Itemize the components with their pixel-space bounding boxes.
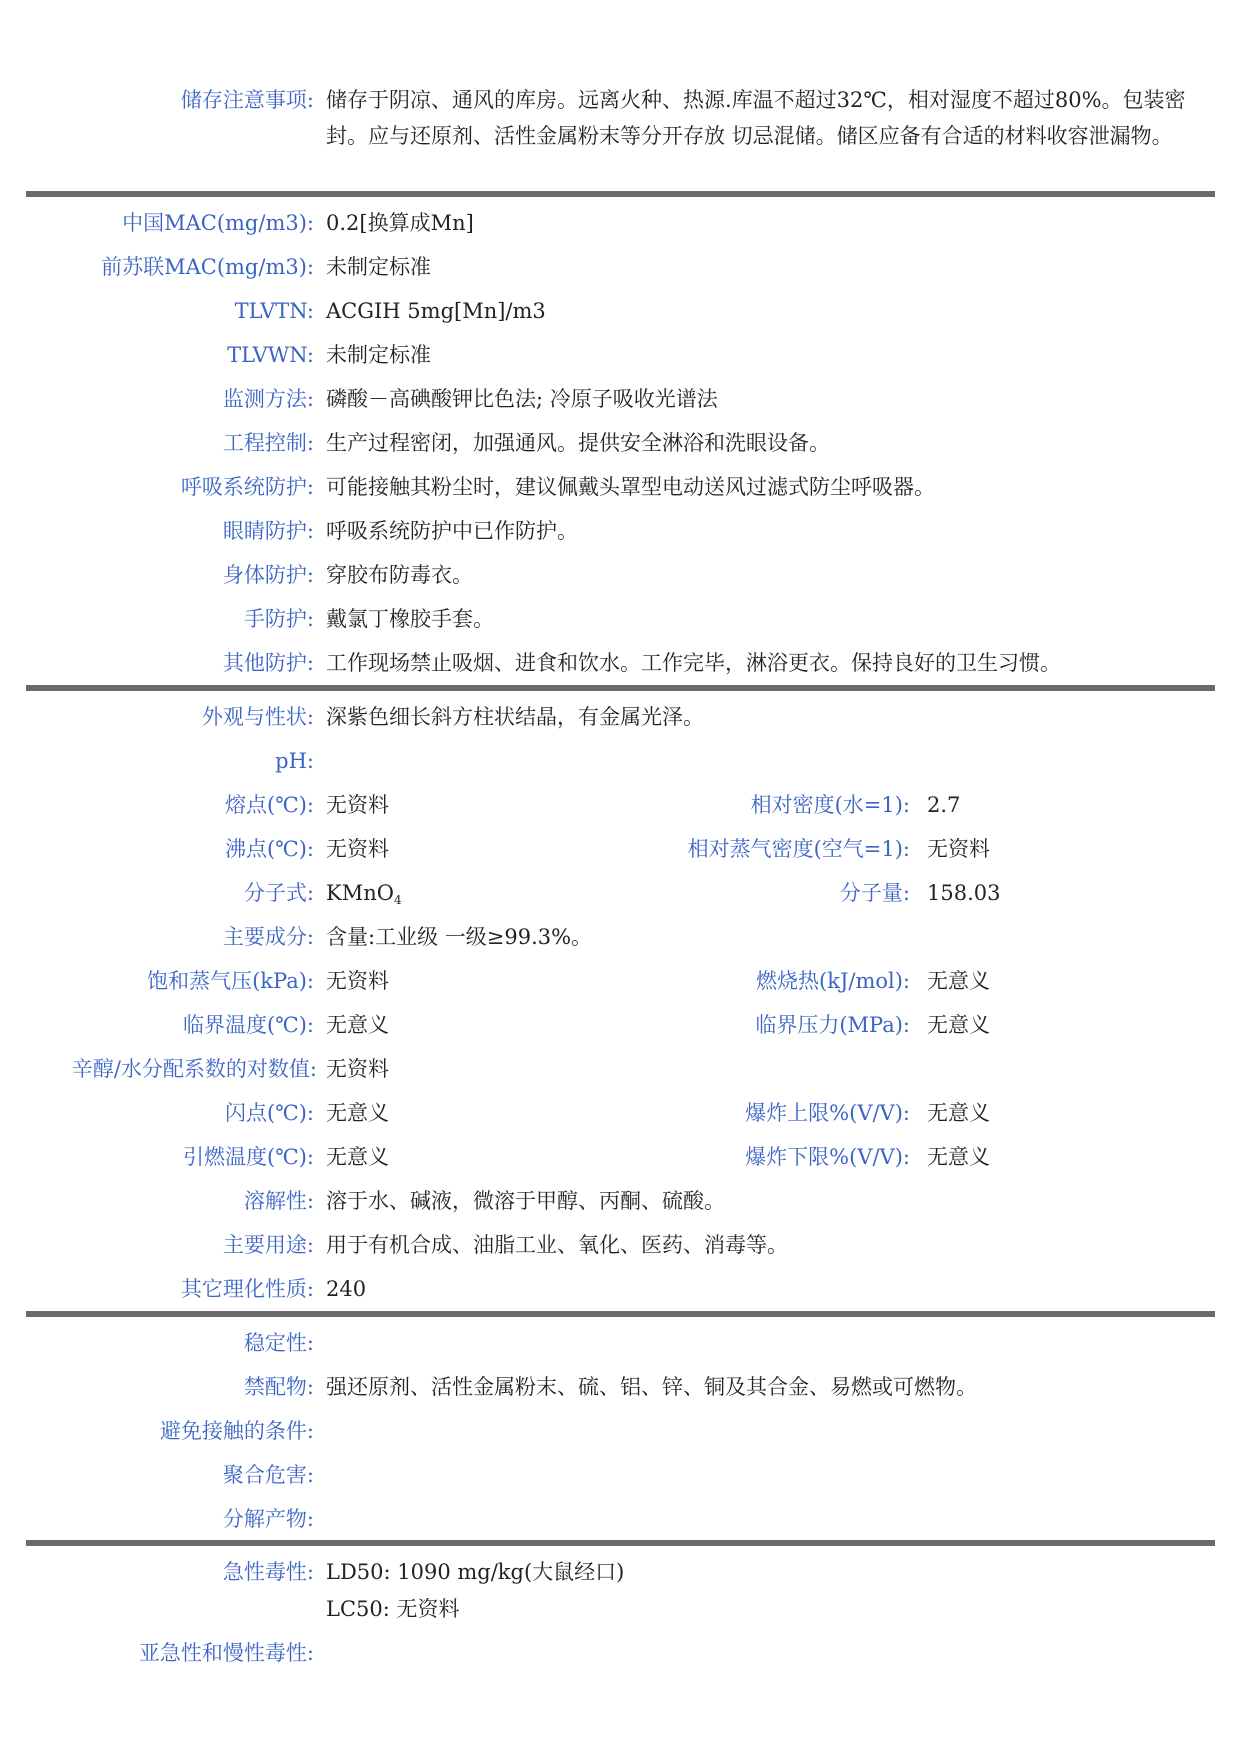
property-row [0,961,1241,1001]
critical-temp-label: 临界温度(℃): [183,1013,314,1037]
eye-label: 眼睛防护: [222,519,314,543]
exposure-row [0,511,1241,551]
formula-value [326,873,402,913]
exposure-row [0,555,1241,595]
property-row [0,1269,1241,1309]
boiling-label: 沸点(℃): [225,837,314,861]
vapor-pressure-value: 无资料 [326,969,389,993]
exposure-row [0,203,1241,243]
property-row [0,829,1241,869]
toxicity-row [0,1552,1241,1592]
storage-text: 储存于阴凉、通风的库房。远离火种、热源.库温不超过32℃，相对湿度不超过80%。包装密封。应与还原剂、活性金属粉末等分开存放 切忌混储。储区应备有合适的材料收容泄漏物。 [326,88,1186,148]
property-row [0,917,1241,957]
hand-label: 手防护: [243,607,314,631]
composition-value: 含量:工业级 一级≥99.3%。 [326,925,593,949]
lc50-value: LC50: 无资料 [326,1597,460,1621]
property-row [0,741,1241,781]
ld50-value: LD50: 1090 mg/kg(大鼠经口) [326,1560,625,1584]
formula-main: KMnO [326,881,394,905]
exposure-row [0,335,1241,375]
other-properties-value: 240 [326,1277,367,1301]
exposure-row [0,643,1241,683]
other-protection-value: 工作现场禁止吸烟、进食和饮水。工作完毕，淋浴更衣。保持良好的卫生习惯。 [326,651,1061,675]
critical-pressure-label: 临界压力(MPa): [755,1013,910,1037]
other-properties-label: 其它理化性质: [180,1277,314,1301]
melting-label: 熔点(℃): [225,793,314,817]
property-row [0,1049,1241,1089]
stability-label: 稳定性: [243,1331,314,1355]
ignition-temp-value: 无意义 [326,1145,389,1169]
monitoring-label: 监测方法: [222,387,314,411]
eye-value: 呼吸系统防护中已作防护。 [326,519,578,543]
body-label: 身体防护: [222,563,314,587]
decomposition-label: 分解产物: [222,1507,314,1531]
polymerization-label: 聚合危害: [222,1463,314,1487]
avoid-conditions-label: 避免接触的条件: [159,1419,314,1443]
monitoring-value: 磷酸－高碘酸钾比色法; 冷原子吸收光谱法 [326,387,718,411]
property-row [0,1137,1241,1177]
property-row [0,1225,1241,1265]
stability-row [0,1367,1241,1407]
other-protection-label: 其他防护: [222,651,314,675]
formula-label: 分子式: [243,881,314,905]
vapor-pressure-label: 饱和蒸气压(kPa): [147,969,314,993]
hand-value: 戴氯丁橡胶手套。 [326,607,494,631]
ussr-mac-value: 未制定标准 [326,255,431,279]
ignition-temp-label: 引燃温度(℃): [183,1145,314,1169]
section-divider [26,685,1215,691]
stability-row [0,1499,1241,1539]
storage-label: 储存注意事项: [180,88,314,112]
section-divider [26,1311,1215,1317]
property-row [0,785,1241,825]
combustion-heat-label: 燃烧热(kJ/mol): [756,969,910,993]
exposure-row [0,467,1241,507]
incompatible-label: 禁配物: [243,1375,314,1399]
engineering-value: 生产过程密闭，加强通风。提供安全淋浴和洗眼设备。 [326,431,830,455]
exposure-row [0,379,1241,419]
chronic-toxicity-label: 亚急性和慢性毒性: [138,1641,314,1665]
solubility-value: 溶于水、碱液，微溶于甲醇、丙酮、硫酸。 [326,1189,725,1213]
exposure-row [0,423,1241,463]
solubility-label: 溶解性: [243,1189,314,1213]
rel-density-value: 2.7 [927,793,961,817]
toxicity-row [0,1589,1241,1629]
engineering-label: 工程控制: [222,431,314,455]
stability-row [0,1411,1241,1451]
exposure-row [0,247,1241,287]
formula-subscript: 4 [393,893,402,907]
stability-row [0,1323,1241,1363]
combustion-heat-value: 无意义 [927,969,990,993]
property-row [0,1005,1241,1045]
lower-limit-label: 爆炸下限%(V/V): [745,1145,910,1169]
composition-label: 主要成分: [222,925,314,949]
critical-pressure-value: 无意义 [927,1013,990,1037]
property-row [0,1093,1241,1133]
upper-limit-value: 无意义 [927,1101,990,1125]
flash-point-value: 无意义 [326,1101,389,1125]
flash-point-label: 闪点(℃): [225,1101,314,1125]
critical-temp-value: 无意义 [326,1013,389,1037]
exposure-row [0,291,1241,331]
respiratory-value: 可能接触其粉尘时，建议佩戴头罩型电动送风过滤式防尘呼吸器。 [326,475,935,499]
appearance-label: 外观与性状: [201,705,314,729]
uses-label: 主要用途: [222,1233,314,1257]
property-row [0,697,1241,737]
tlvtn-label: TLVTN: [234,299,314,323]
body-value: 穿胶布防毒衣。 [326,563,473,587]
tlvwn-label: TLVWN: [227,343,314,367]
exposure-row [0,599,1241,639]
section-divider [26,191,1215,197]
stability-row [0,1455,1241,1495]
toxicity-row [0,1633,1241,1673]
vapor-density-label: 相对蒸气密度(空气=1): [687,837,910,861]
incompatible-value: 强还原剂、活性金属粉末、硫、铝、锌、铜及其合金、易燃或可燃物。 [326,1375,977,1399]
partition-value: 无资料 [326,1057,389,1081]
appearance-value: 深紫色细长斜方柱状结晶，有金属光泽。 [326,705,704,729]
section-divider [26,1540,1215,1546]
tlvwn-value: 未制定标准 [326,343,431,367]
property-row [0,873,1241,913]
ussr-mac-label: 前苏联MAC(mg/m3): [101,255,314,279]
melting-value: 无资料 [326,793,389,817]
upper-limit-label: 爆炸上限%(V/V): [745,1101,910,1125]
respiratory-label: 呼吸系统防护: [180,475,314,499]
mol-weight-label: 分子量: [839,881,910,905]
partition-label: 辛醇/水分配系数的对数值: [71,1057,317,1081]
vapor-density-value: 无资料 [927,837,990,861]
property-row [0,1181,1241,1221]
china-mac-label: 中国MAC(mg/m3): [122,211,314,235]
tlvtn-value: ACGIH 5mg[Mn]/m3 [326,299,546,323]
lower-limit-value: 无意义 [927,1145,990,1169]
uses-value: 用于有机合成、油脂工业、氧化、医药、消毒等。 [326,1233,788,1257]
china-mac-value: 0.2[换算成Mn] [326,211,474,235]
mol-weight-value: 158.03 [927,881,1001,905]
acute-toxicity-label: 急性毒性: [222,1560,314,1584]
rel-density-label: 相对密度(水=1): [750,793,910,817]
boiling-value: 无资料 [326,837,389,861]
ph-label: pH: [275,749,314,773]
